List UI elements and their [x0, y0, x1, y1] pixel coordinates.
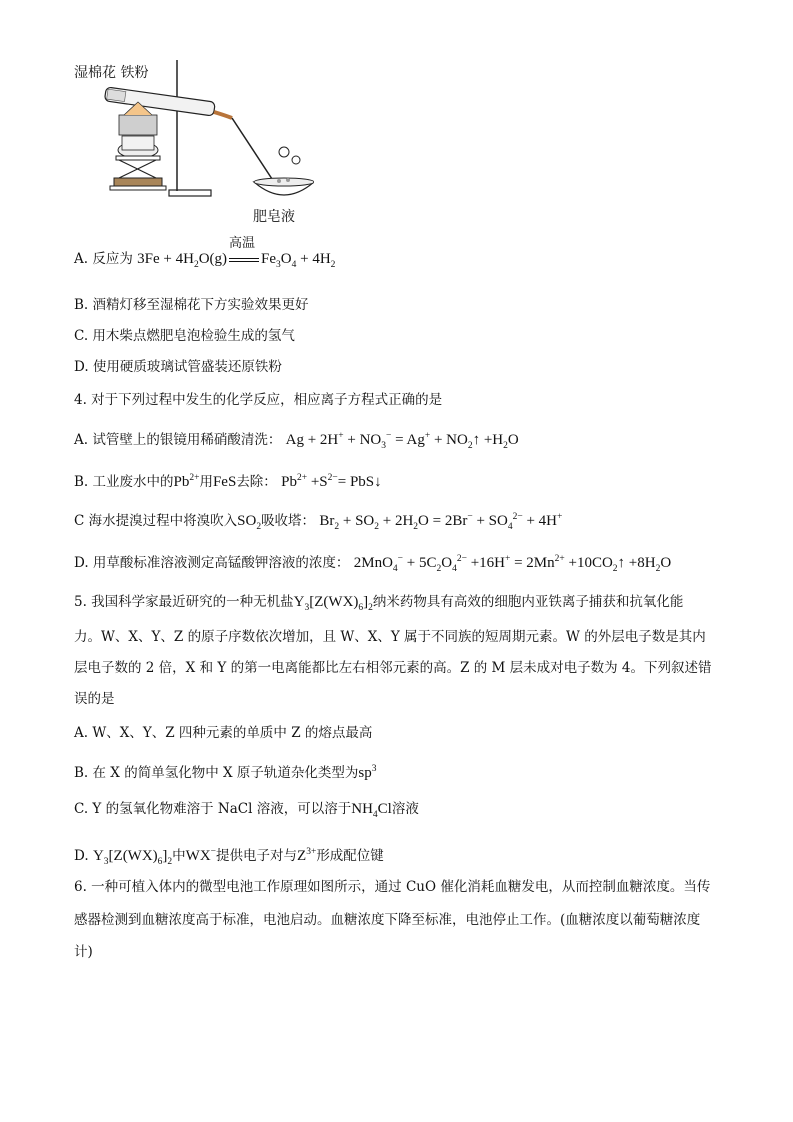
q5-c-text2: 溶液 — [391, 801, 419, 817]
q5-d-text2: 中 — [172, 848, 186, 864]
q5-b-text: B. 在 X 的简单氢化物中 X 原子轨道杂化类型为 — [74, 765, 359, 781]
q4-c-equation: $Br_2 + SO_2 + 2H_2O = 2Br^- + SO_4^{2-} + 4H^+$ — [319, 512, 563, 532]
q4-b-text2: 用 — [199, 474, 213, 490]
q4-b-text3: 去除： — [236, 474, 277, 490]
q5-d-text4: 形成配位键 — [316, 848, 384, 864]
q4-d-equation: $2MnO_4^- + 5C_2O_4^{2-} +16H^+ = 2Mn^{2+}$ $+10CO_2↑ +8H_2O$ — [353, 554, 672, 574]
q5-line1a: 5. 我国科学家最近研究的一种无机盐 — [74, 594, 294, 610]
q5-option-d: D. $Y_3[Z(WX)_6]_2$中WX−提供电子对与$Z^{3+}$形成配位键 — [74, 847, 384, 867]
q5-line1b: 纳米药物具有高效的细胞内亚铁离子捕获和抗氧化能 — [372, 594, 684, 610]
q5-line4: 误的是 — [74, 691, 115, 707]
q5-d-text1: D. — [74, 848, 89, 864]
q4-a-equation: $Ag + 2H^+ + NO_3^- = Ag^+$ + $NO_2↑ +H_2O$ — [285, 431, 519, 451]
q4-d-text: D. 用草酸标准溶液测定高锰酸钾溶液的浓度： — [74, 555, 350, 571]
label-cotton-iron: 湿棉花 铁粉 — [74, 65, 149, 81]
formula-y3zwx62: $Y_3[Z(WX)_6]_2$ — [293, 594, 373, 613]
q4-c-text2: 吸收塔： — [261, 513, 316, 529]
q4-b-equation: $Pb^{2+} +S^{2-}=$ PbS↓ — [281, 473, 382, 490]
q4-stem: 4. 对于下列过程中发生的化学反应，相应离子方程式正确的是 — [74, 392, 443, 408]
q3-option-d: D. 使用硬质玻璃试管盛装还原铁粉 — [74, 359, 282, 375]
q5-option-b: B. 在 X 的简单氢化物中 X 原子轨道杂化类型为$sp^3$ — [74, 764, 377, 781]
q3-option-b: B. 酒精灯移至湿棉花下方实验效果更好 — [74, 297, 309, 313]
q4-a-text: A. 试管壁上的银镜用稀硝酸清洗： — [74, 432, 282, 448]
q4-option-d — [74, 549, 671, 579]
q3-a-equation: $3Fe + 4H_2O(g)$ 高温 $Fe_3O_4 + 4H_2$ — [137, 235, 336, 270]
apparatus-figure — [74, 60, 314, 230]
apparatus-drawing — [74, 60, 314, 230]
q3-option-c: C. 用木柴点燃肥皂泡检验生成的氢气 — [74, 328, 295, 344]
q5-option-c: C. Y 的氢氧化物难溶于 NaCl 溶液，可以溶于$NH_4Cl$溶液 — [74, 801, 419, 820]
condition-high-temp: 高温 — [229, 235, 256, 250]
q6-line1: 6. 一种可植入体内的微型电池工作原理如图所示，通过 CuO 催化消耗血糖发电，从而控制血糖浓度。当传 — [74, 879, 711, 895]
q4-option-c: C 海水提溴过程中将溴吹入$SO_2$吸收塔： $Br_2 + SO_2 + 2H_2O = 2Br^- + SO_4^{2-} + 4H^+$ — [74, 512, 563, 532]
q5-line1 — [74, 592, 683, 618]
q5-line3: 层电子数的 2 倍，X 和 Y 的第一电离能都比左右相邻元素的高。Z 的 M 层未成对电子数为 4。下列叙述错 — [74, 660, 712, 676]
q4-b-text1: B. 工业废水中的 — [74, 474, 174, 490]
q6-line3: 计) — [74, 944, 93, 960]
q5-line2: 力。W、X、Y、Z 的原子序数依次增加，且 W、X、Y 属于不同族的短周期元素。W 的外层电子数是其内 — [74, 629, 706, 645]
q4-option-b: B. 工业废水中的$Pb^{2+}$用FeS去除： $Pb^{2+} +S^{2-}=$ PbS↓ — [74, 473, 382, 490]
q4-c-text1: C 海水提溴过程中将溴吹入 — [74, 513, 238, 529]
q5-option-a: A. W、X、Y、Z 四种元素的单质中 Z 的熔点最高 — [74, 725, 373, 741]
q3-a-prefix: A. 反应为 — [74, 251, 133, 267]
q5-c-text1: C. Y 的氢氧化物难溶于 NaCl 溶液，可以溶于 — [74, 801, 352, 817]
q5-d-text3: 提供电子对与 — [216, 848, 298, 864]
q3-option-a — [74, 235, 336, 275]
label-soap: 肥皂液 — [253, 209, 295, 225]
q4-option-a — [74, 426, 519, 456]
q6-line2: 感器检测到血糖浓度高于标准，电池启动。血糖浓度下降至标准，电池停止工作。(血糖浓度以葡萄糖浓度 — [74, 912, 701, 928]
